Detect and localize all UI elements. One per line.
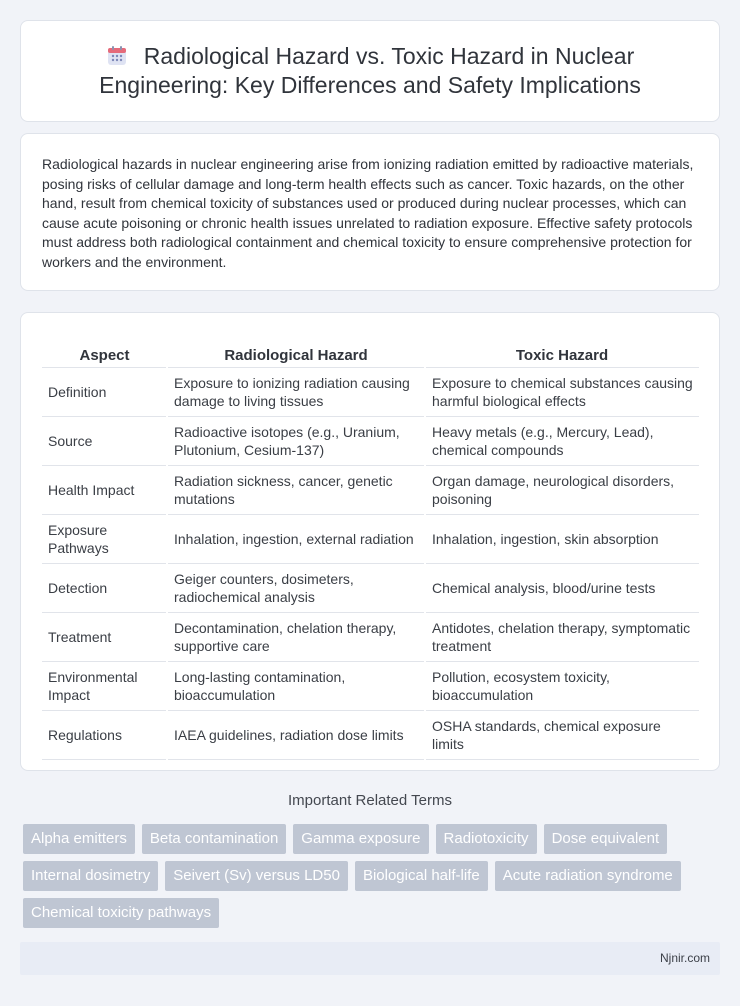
related-term-tag[interactable]: Beta contamination xyxy=(142,824,286,854)
related-term-tag[interactable]: Acute radiation syndrome xyxy=(495,861,681,891)
header-aspect: Aspect xyxy=(42,333,167,367)
row-toxic: Chemical analysis, blood/urine tests xyxy=(425,563,699,612)
row-aspect: Regulations xyxy=(42,710,167,759)
intro-paragraph: Radiological hazards in nuclear engineering arise from ionizing radiation emitted by radioactive materials, posing risks of cellular damage and long-term health effects such as cancer. Toxic hazards, on the other hand, result from chemical toxicity of substances used or produced during nuclear processes, which can cause acute poisoning or chronic health issues unrelated to radiation exposure. Effective safety protocols must address both radiological containment and chemical toxicity to ensure comprehensive protection for workers and the environment. xyxy=(42,156,694,270)
related-term-tag[interactable]: Seivert (Sv) versus LD50 xyxy=(165,861,348,891)
row-toxic: Heavy metals (e.g., Mercury, Lead), chemical compounds xyxy=(425,416,699,465)
row-toxic: Pollution, ecosystem toxicity, bioaccumulation xyxy=(425,661,699,710)
row-radiological: Long-lasting contamination, bioaccumulation xyxy=(167,661,425,710)
related-term-tag[interactable]: Gamma exposure xyxy=(293,824,428,854)
related-terms-list xyxy=(23,824,723,928)
comparison-table-card xyxy=(20,312,720,771)
footer xyxy=(20,942,720,975)
table-row xyxy=(42,465,699,514)
related-terms-heading: Important Related Terms xyxy=(288,792,452,809)
calendar-icon xyxy=(106,45,128,67)
intro-card xyxy=(20,133,720,291)
row-aspect: Detection xyxy=(42,563,167,612)
row-radiological: Inhalation, ingestion, external radiation xyxy=(167,514,425,563)
header-toxic-hazard: Toxic Hazard xyxy=(425,333,699,367)
table-row xyxy=(42,563,699,612)
row-toxic: Organ damage, neurological disorders, poisoning xyxy=(425,465,699,514)
row-aspect: Source xyxy=(42,416,167,465)
table-row xyxy=(42,661,699,710)
related-term-tag[interactable]: Radiotoxicity xyxy=(436,824,537,854)
row-aspect: Exposure Pathways xyxy=(42,514,167,563)
table-row xyxy=(42,416,699,465)
row-toxic: Inhalation, ingestion, skin absorption xyxy=(425,514,699,563)
row-radiological: Geiger counters, dosimeters, radiochemical analysis xyxy=(167,563,425,612)
row-aspect: Environmental Impact xyxy=(42,661,167,710)
page-title xyxy=(60,42,680,100)
related-term-tag[interactable]: Biological half-life xyxy=(355,861,488,891)
table-row xyxy=(42,612,699,661)
row-radiological: Decontamination, chelation therapy, supportive care xyxy=(167,612,425,661)
table-row xyxy=(42,367,699,416)
related-term-tag[interactable]: Chemical toxicity pathways xyxy=(23,898,219,928)
page-title-text: Radiological Hazard vs. Toxic Hazard in Nuclear Engineering: Key Differences and Safety Implications xyxy=(99,43,641,98)
footer-site-link[interactable]: Njnir.com xyxy=(659,951,710,965)
row-toxic: OSHA standards, chemical exposure limits xyxy=(425,710,699,759)
comparison-table xyxy=(42,333,699,760)
row-toxic: Antidotes, chelation therapy, symptomatic treatment xyxy=(425,612,699,661)
row-aspect: Definition xyxy=(42,367,167,416)
table-row xyxy=(42,710,699,759)
related-term-tag[interactable]: Dose equivalent xyxy=(544,824,668,854)
header-radiological-hazard: Radiological Hazard xyxy=(167,333,425,367)
row-radiological: Radiation sickness, cancer, genetic mutations xyxy=(167,465,425,514)
row-radiological: Radioactive isotopes (e.g., Uranium, Plutonium, Cesium-137) xyxy=(167,416,425,465)
row-toxic: Exposure to chemical substances causing harmful biological effects xyxy=(425,367,699,416)
title-card xyxy=(20,20,720,122)
table-header-row xyxy=(42,333,699,367)
related-term-tag[interactable]: Alpha emitters xyxy=(23,824,135,854)
table-row xyxy=(42,514,699,563)
row-radiological: Exposure to ionizing radiation causing damage to living tissues xyxy=(167,367,425,416)
row-aspect: Health Impact xyxy=(42,465,167,514)
row-radiological: IAEA guidelines, radiation dose limits xyxy=(167,710,425,759)
row-aspect: Treatment xyxy=(42,612,167,661)
related-term-tag[interactable]: Internal dosimetry xyxy=(23,861,158,891)
